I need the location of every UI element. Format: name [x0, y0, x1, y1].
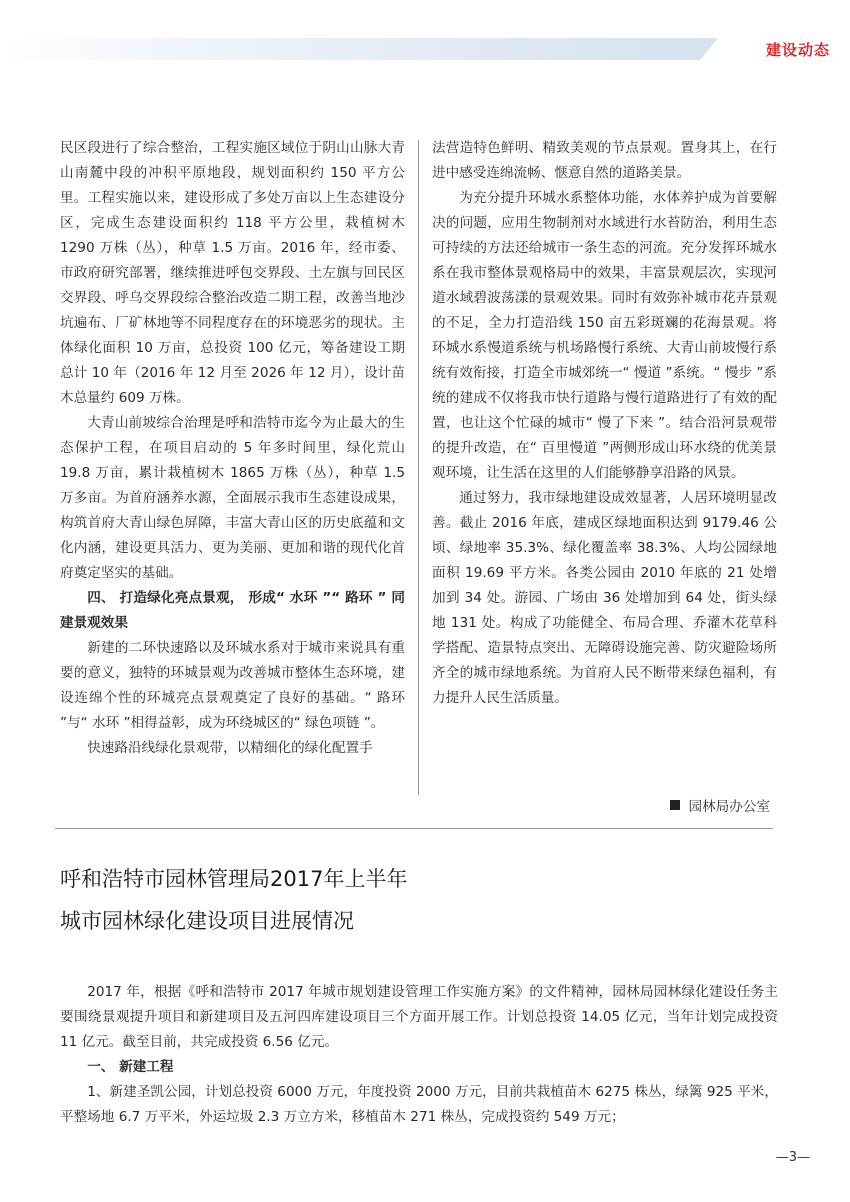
article-body — [60, 980, 778, 1130]
right-paragraph-3: 通过努力，我市绿地建设成效显著，人居环境明显改善。截止 2016 年底，建成区绿地面积达到 9179.46 公顷、绿地率 35.3%、绿化覆盖率 38.3%、人均公园绿地面积 19.69 平方米。各类公园由 2010 年底的 21 处增加到 34 处。游园、广场由 36 处增加到 64 处，街头绿地 131 处。构成了功能健全、布局合理、乔灌木花草科学搭配、造景特点突出、无障碍设施完善、防灾避险场所齐全的城市绿地系统。为首府人民不断带来绿色福利，有力提升人民生活质量。 — [432, 490, 777, 706]
page-number: —3— — [775, 1150, 810, 1165]
left-paragraph-1: 民区段进行了综合整治，工程实施区域位于阴山山脉大青山南麓中段的冲积平原地段，规划面积约 150 平方公里。工程实施以来，建设形成了多处万亩以上生态建设分区，完成生态建设面积约 118 平方公里，栽植树木 1290 万株（丛），种草 1.5 万亩。2016 年，经市委、市政府研究部署，继续推进呼包交界段、土左旗与回民区交界段、呼乌交界段综合整治改造二期工程，改善当地沙坑遍布、厂矿林地等不同程度存在的环境恶劣的现状。主体绿化面积 10 万亩，总投资 100 亿元，筹备建设工期总计 10 年（2016 年 12 月至 2026 年 12 月），设计苗木总量约 609 万株。 — [60, 140, 405, 406]
right-paragraph-1: 法营造特色鲜明、精致美观的节点景观。置身其上，在行进中感受连绵流畅、惬意自然的道路美景。 — [432, 140, 777, 181]
left-paragraph-3: 新建的二环快速路以及环城水系对于城市来说具有重要的意义，独特的环城景观为改善城市整体生态环境，建设连绵个性的环城亮点景观奠定了良好的基础。“ 路环 ”与“ 水环 ”相得益彰，成为环绕城区的“ 绿色项链 ”。 — [60, 640, 405, 731]
right-paragraph-2: 为充分提升环城水系整体功能，水体养护成为首要解决的问题，应用生物制剂对水域进行水苔防治，利用生态可持续的方法还给城市一条生态的河流。充分发挥环城水系在我市整体景观格局中的效果，丰富景观层次，实现河道水域碧波荡漾的景观效果。同时有效弥补城市花卉景观的不足，全力打造沿线 150 亩五彩斑斓的花海景观。将环城水系慢道系统与机场路慢行系统、大青山前坡慢行系统有效衔接，打造全市城郊统一“ 慢道 ”系统。“ 慢步 ”系统的建成不仅将我市快行道路与慢行道路进行了有效的配置，也让这个忙碌的城市“ 慢了下来 ”。结合沿河景观带的提升改造，在“ 百里慢道 ”两侧形成山环水绕的优美景观环境，让生活在这里的人们能够静享沿路的风景。 — [432, 190, 777, 481]
section-divider — [55, 828, 773, 829]
article-title — [60, 858, 407, 942]
section-tag: 建设动态 — [765, 41, 830, 59]
section-heading-4: 四、 打造绿化亮点景观， 形成“ 水环 ”“ 路环 ” 同建景观效果 — [60, 590, 405, 631]
article-item-1: 1、新建圣凯公园，计划总投资 6000 万元，年度投资 2000 万元，目前共栽植苗木 6275 株丛，绿篱 925 平米，平整场地 6.7 万平米，外运垃圾 2.3 万立方米，移植苗木 271 株丛，完成投资约 549 万元； — [60, 1084, 778, 1125]
article-subheading-1: 一、 新建工程 — [87, 1059, 174, 1075]
article-title-line-2: 城市园林绿化建设项目进展情况 — [60, 909, 354, 933]
author-signature — [670, 795, 770, 815]
left-paragraph-4: 快速路沿线绿化景观带，以精细化的绿化配置手 — [87, 740, 373, 756]
right-column — [432, 136, 777, 711]
article-title-line-1: 呼和浩特市园林管理局2017年上半年 — [60, 867, 408, 891]
left-column — [60, 136, 405, 761]
signature-text: 园林局办公室 — [688, 799, 770, 815]
article-intro: 2017 年，根据《呼和浩特市 2017 年城市规划建设管理工作实施方案》的文件精神，园林局园林绿化建设任务主要围绕景观提升项目和新建项目及五河四库建设项目三个方面开展工作。计划总投资 14.05 亿元，当年计划完成投资 11 亿元。截至目前，共完成投资 6.56 亿元。 — [60, 984, 778, 1050]
left-paragraph-2: 大青山前坡综合治理是呼和浩特市迄今为止最大的生态保护工程，在项目启动的 5 年多时间里，绿化荒山 19.8 万亩，累计栽植树木 1865 万株（丛），种草 1.5 万多亩。为首府涵养水源，全面展示我市生态建设成果，构筑首府大青山绿色屏障，丰富大青山区的历史底蕴和文化内涵，建设更具活力、更为美丽、更加和谐的现代化首府奠定坚实的基础。 — [60, 415, 405, 581]
square-bullet-icon — [670, 800, 680, 810]
column-divider — [418, 140, 419, 795]
